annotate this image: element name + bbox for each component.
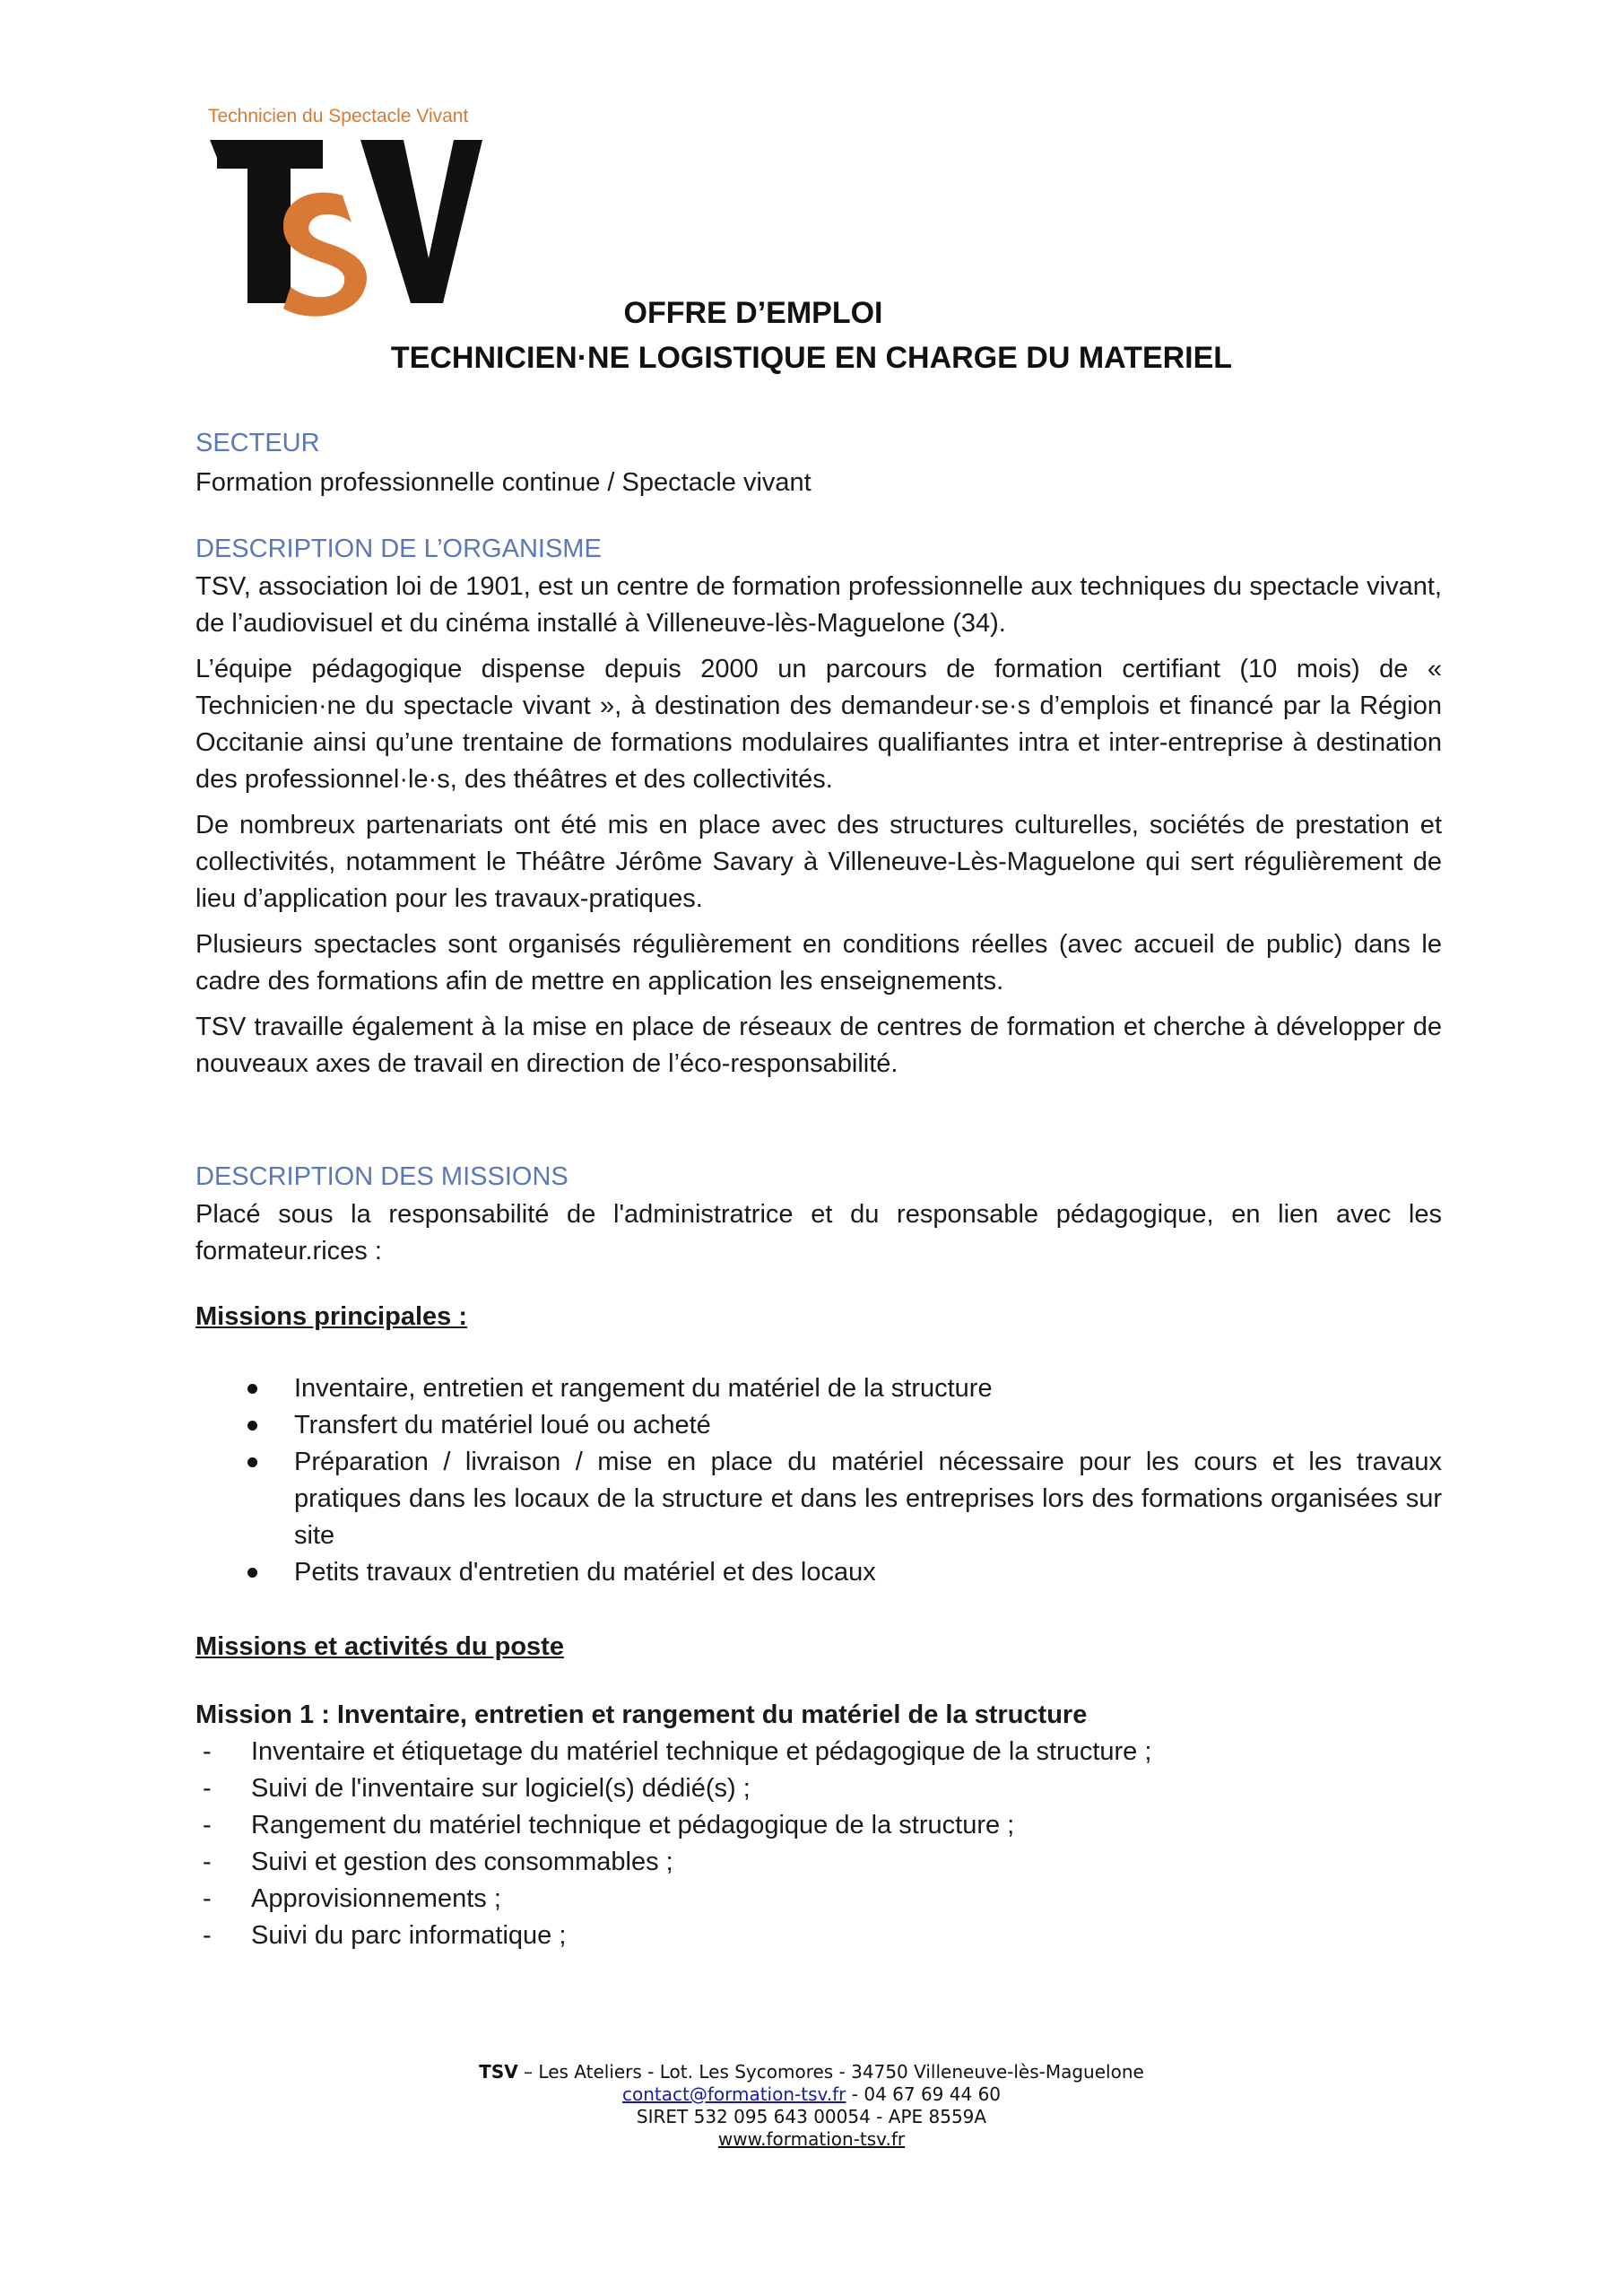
dash-marker: -: [203, 1884, 212, 1913]
organisme-paragraph: TSV, association loi de 1901, est un centre de formation professionnelle aux techniques du spectacle vivant, de l’audiovisuel et du cinéma installé à Villeneuve-lès-Maguelone (34).: [195, 572, 1442, 638]
list-item: - Suivi et gestion des consommables ;: [195, 1844, 1442, 1881]
organisme-body: [195, 569, 1442, 1083]
secteur-heading: SECTEUR: [195, 429, 320, 457]
dash-marker: -: [203, 1921, 212, 1950]
footer-contact-line: [0, 2083, 1623, 2106]
list-item: Petits travaux d'entretien du matériel et des locaux: [195, 1554, 1442, 1591]
list-item: - Rangement du matériel technique et pédagogique de la structure ;: [195, 1807, 1442, 1844]
organisme-paragraph: L’équipe pédagogique dispense depuis 2000 un parcours de formation certifiant (10 mois) de « Technicien·ne du spectacle vivant », à destination des demandeur·se·s d’emplois et financé par la Région Occitanie ainsi qu’une trentaine de formations modulaires qualifiantes intra et inter-entreprise à destination des professionnel·le·s, des théâtres et des collectivités.: [195, 655, 1442, 794]
missions-activites-heading: Missions et activités du poste: [195, 1632, 564, 1661]
missions-principales-list: [195, 1370, 1442, 1591]
dash-marker: -: [203, 1811, 212, 1839]
organisme-heading: DESCRIPTION DE L’ORGANISME: [195, 535, 602, 563]
tsv-logo: [208, 100, 495, 325]
organisme-paragraph: TSV travaille également à la mise en place de réseaux de centres de formation et cherche à développer de nouveaux axes de travail en direction de l’éco-responsabilité.: [195, 1013, 1442, 1078]
missions-heading: DESCRIPTION DES MISSIONS: [195, 1162, 568, 1191]
email-link[interactable]: contact@formation-tsv.fr: [621, 2083, 846, 2105]
missions-principales-heading: Missions principales :: [195, 1302, 467, 1331]
secteur-text: [195, 465, 1442, 501]
bullet-icon: [247, 1384, 257, 1394]
list-item: - Suivi de l'inventaire sur logiciel(s) dédié(s) ;: [195, 1770, 1442, 1807]
bullet-icon: [247, 1421, 257, 1431]
organisme-paragraph: De nombreux partenariats ont été mis en place avec des structures culturelles, sociétés de prestation et collectivités, notamment le Théâtre Jérôme Savary à Villeneuve-Lès-Maguelone qui sert régulièrement de lieu d’application pour les travaux-pratiques.: [195, 811, 1442, 913]
mission-1-title: Mission 1 : Inventaire, entretien et rangement du matériel de la structure: [195, 1700, 1088, 1729]
website-link[interactable]: www.formation-tsv.fr: [717, 2128, 906, 2150]
page-footer: [0, 2061, 1623, 2151]
organisme-paragraph: Plusieurs spectacles sont organisés régulièrement en conditions réelles (avec accueil de public) dans le cadre des formations afin de mettre en application les enseignements.: [195, 930, 1442, 996]
missions-intro-text: Placé sous la responsabilité de l'administratrice et du responsable pédagogique, en lien avec les formateur.rices :: [195, 1200, 1442, 1265]
footer-address-line: [0, 2061, 1623, 2083]
list-item: Inventaire, entretien et rangement du matériel de la structure: [195, 1370, 1442, 1407]
list-item: - Inventaire et étiquetage du matériel technique et pédagogique de la structure ;: [195, 1734, 1442, 1770]
footer-phone: - 04 67 69 44 60: [846, 2083, 1002, 2105]
logo-tagline: Technicien du Spectacle Vivant: [208, 106, 469, 126]
list-item: - Approvisionnements ;: [195, 1881, 1442, 1918]
missions-intro: [195, 1196, 1442, 1270]
footer-org: TSV: [479, 2061, 518, 2083]
bullet-icon: [247, 1568, 257, 1578]
footer-siret: SIRET 532 095 643 00054 - APE 8559A: [636, 2106, 987, 2127]
tsv-logo-mark: [208, 133, 495, 321]
bullet-icon: [247, 1457, 257, 1467]
secteur-paragraph: Formation professionnelle continue / Spectacle vivant: [195, 468, 812, 497]
list-item: Préparation / livraison / mise en place du matériel nécessaire pour les cours et les travaux pratiques dans les locaux de la structure et dans les entreprises lors des formations organisées sur site: [195, 1444, 1442, 1554]
list-item: - Suivi du parc informatique ;: [195, 1918, 1442, 1954]
page-title: OFFRE D’EMPLOI: [623, 296, 883, 330]
mission-1-list: [195, 1734, 1442, 1954]
dash-marker: -: [203, 1737, 212, 1766]
dash-marker: -: [203, 1848, 212, 1876]
dash-marker: -: [203, 1774, 212, 1803]
page-subtitle: TECHNICIEN·NE LOGISTIQUE EN CHARGE DU MATERIEL: [390, 341, 1233, 375]
list-item: Transfert du matériel loué ou acheté: [195, 1407, 1442, 1444]
footer-address: – Les Ateliers - Lot. Les Sycomores - 34750 Villeneuve-lès-Maguelone: [517, 2061, 1144, 2083]
